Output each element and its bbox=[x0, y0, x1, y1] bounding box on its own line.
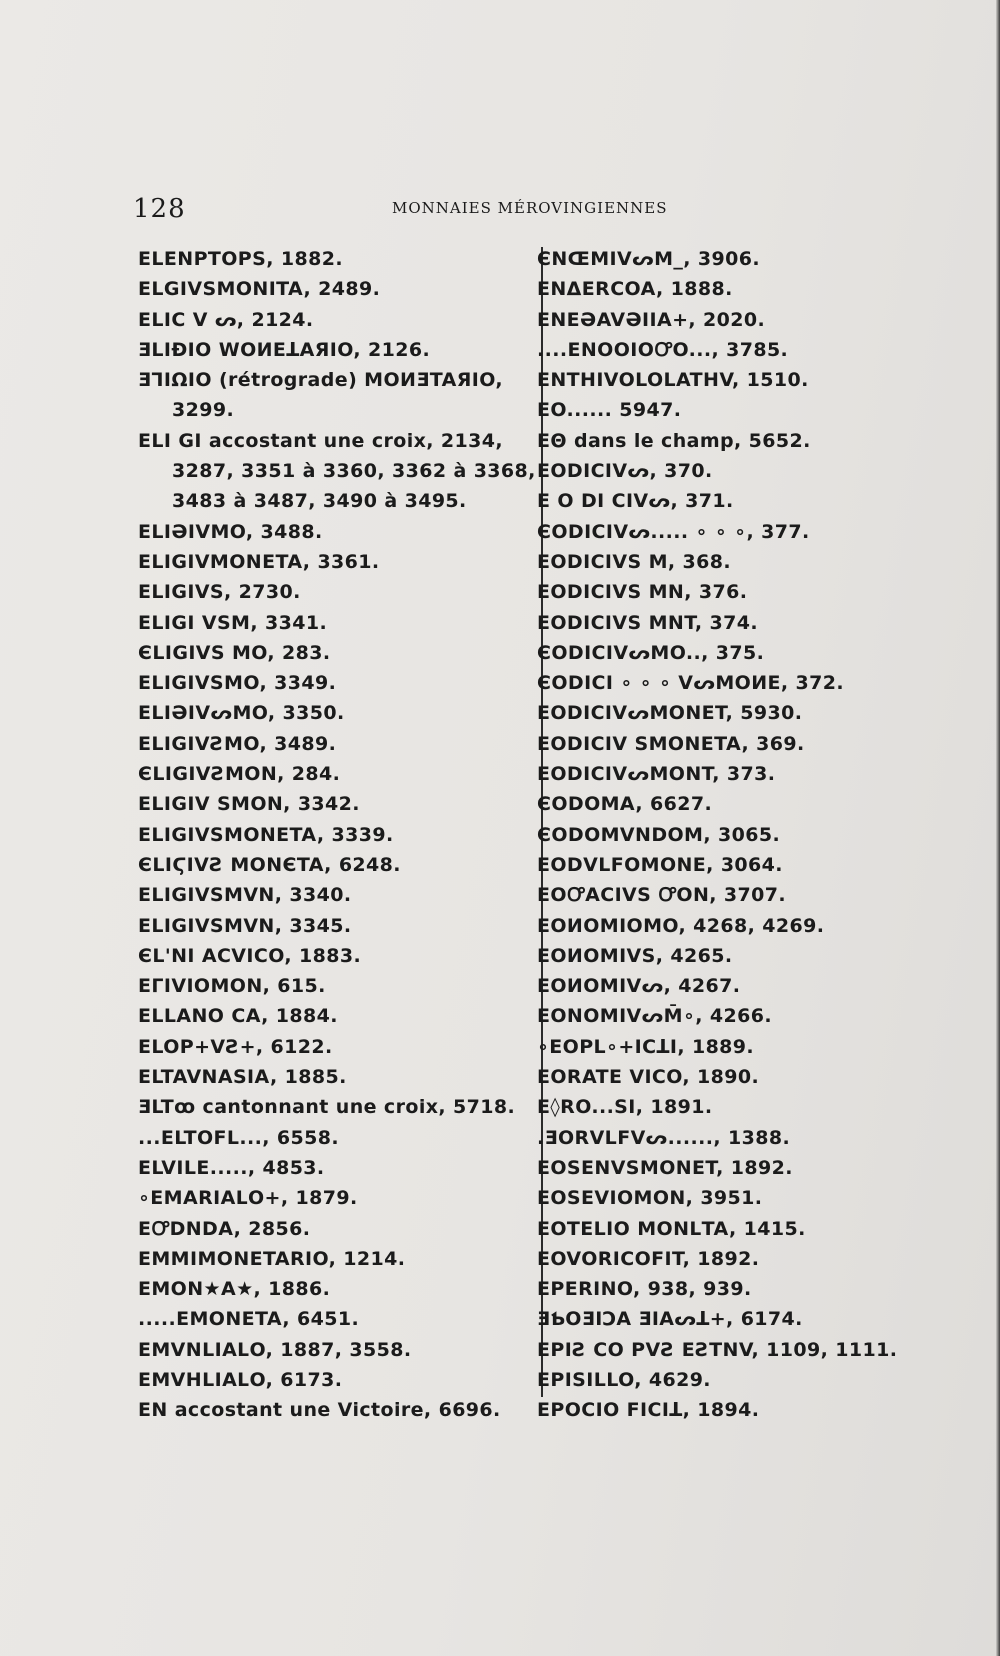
index-entry: EODICIVS MNT, 374. bbox=[537, 611, 758, 634]
index-entry: ENTHIVOLOLATHV, 1510. bbox=[537, 369, 809, 392]
index-entry: ELIƏIVᔕMO, 3350. bbox=[138, 702, 345, 725]
index-entry: EOИOMIVᔕ, 4267. bbox=[537, 975, 741, 998]
index-entry: ELIGIV SMON, 3342. bbox=[138, 793, 360, 816]
index-entry: EOSEVIOMON, 3951. bbox=[537, 1187, 763, 1210]
index-entry: 3299. bbox=[172, 399, 235, 422]
index-entry: ELIGIVƧMO, 3489. bbox=[138, 732, 337, 755]
index-entry: ELVILE....., 4853. bbox=[138, 1156, 325, 1179]
index-entry: ELIGIVSMONETA, 3339. bbox=[138, 823, 394, 846]
index-entry: EPERINO, 938, 939. bbox=[537, 1278, 752, 1301]
index-entry: EONOMIVᔕM̄∘, 4266. bbox=[537, 1005, 772, 1028]
index-entry: EOꝌACIVS ꝌON, 3707. bbox=[537, 884, 787, 907]
index-entry: EΓIVIOMON, 615. bbox=[138, 975, 326, 998]
index-entry: E◊RO...SI, 1891. bbox=[537, 1096, 713, 1119]
index-entry: ELIGIVMONETA, 3361. bbox=[138, 550, 380, 573]
index-entry: ENΔERCOA, 1888. bbox=[537, 278, 733, 301]
index-column-right bbox=[537, 244, 927, 1426]
index-entry: ELGIVSMONITA, 2489. bbox=[138, 278, 381, 301]
index-entry: EOИOMIVS, 4265. bbox=[537, 944, 733, 967]
index-entry: EPOCIO FICIꓕ, 1894. bbox=[537, 1399, 760, 1422]
index-entry: EMMIMONETARIO, 1214. bbox=[138, 1247, 406, 1270]
index-entry: EO...... 5947. bbox=[537, 399, 682, 422]
index-entry: ...ELTOFL..., 6558. bbox=[138, 1126, 339, 1149]
index-entry: EORATE VICO, 1890. bbox=[537, 1066, 760, 1089]
index-entry: EODICIVS MN, 376. bbox=[537, 581, 748, 604]
index-entry: ƎƄOƎIϽA ƎIAᔕꓕ+, 6174. bbox=[537, 1308, 803, 1331]
index-entry: ELIGI VSM, 3341. bbox=[138, 611, 328, 634]
index-entry: ЄLIGIVƧMON, 284. bbox=[138, 763, 341, 786]
index-entry: ∘EOPL∘+ICꓕI, 1889. bbox=[537, 1035, 755, 1058]
index-entry: ELIGIVSMVN, 3340. bbox=[138, 884, 352, 907]
index-entry: ELOP+VƧ+, 6122. bbox=[138, 1035, 333, 1058]
page-edge-shadow bbox=[996, 0, 1000, 1656]
index-entry: ƎLIÐIO WOИEꓕAЯIO, 2126. bbox=[138, 338, 431, 361]
index-entry: EPISILLO, 4629. bbox=[537, 1368, 711, 1391]
index-entry: ELIGIVSMVN, 3345. bbox=[138, 914, 352, 937]
index-entry: E O DI CIVᔕ, 371. bbox=[537, 490, 734, 513]
index-entry: ELIGIVSMO, 3349. bbox=[138, 672, 337, 695]
index-entry: EMON★A★, 1886. bbox=[138, 1278, 331, 1301]
index-entry: EꝌDNDA, 2856. bbox=[138, 1217, 311, 1240]
index-entry: 3287, 3351 à 3360, 3362 à 3368, bbox=[172, 460, 536, 483]
index-entry: EODICIV SMONETA, 369. bbox=[537, 732, 805, 755]
index-entry: ЄLIϚIVƧ MONЄTA, 6248. bbox=[138, 853, 401, 876]
index-entry: ....ENOOIOꝌO..., 3785. bbox=[537, 338, 789, 361]
index-entry: EΘ dans le champ, 5652. bbox=[537, 429, 811, 452]
index-entry: EODICIVS M, 368. bbox=[537, 550, 732, 573]
index-entry: .ƎORVLFVᔕ......, 1388. bbox=[537, 1126, 791, 1149]
index-entry: ELIC V ᔕ, 2124. bbox=[138, 308, 314, 331]
index-entry: ∘EMARIAᒪO+, 1879. bbox=[138, 1187, 358, 1210]
index-entry: EPIƧ CO PVƧ EƧTNV, 1109, 1111. bbox=[537, 1338, 898, 1361]
index-entry: ENEƏAVƏIIA+, 2020. bbox=[537, 308, 766, 331]
index-entry: ЄLIGIVS MO, 283. bbox=[138, 641, 331, 664]
index-entry: ЄODICI ∘ ∘ ∘ VᔕMOИE, 372. bbox=[537, 672, 845, 695]
index-entry: ELENPTOPS, 1882. bbox=[138, 248, 343, 270]
index-entry: ЄODOMVNDOM, 3065. bbox=[537, 823, 781, 846]
index-entry: ELTAVNASIA, 1885. bbox=[138, 1066, 347, 1089]
index-entry: EOVORICOFIT, 1892. bbox=[537, 1247, 760, 1270]
running-head: MONNAIES MÉROVINGIENNES bbox=[392, 199, 668, 217]
index-entry: ƎꞀIΩIO (rétrograde) MOИƎTAЯIO, bbox=[138, 369, 503, 392]
index-entry: ЄODOMA, 6627. bbox=[537, 793, 713, 816]
index-entry: EOИOMIOMO, 4268, 4269. bbox=[537, 914, 825, 937]
index-entry: EOSENVSMONET, 1892. bbox=[537, 1156, 793, 1179]
index-entry: 3483 à 3487, 3490 à 3495. bbox=[172, 490, 467, 513]
index-entry: EODICIVᔕMONET, 5930. bbox=[537, 702, 803, 725]
index-entry: EODVLFOMONE, 3064. bbox=[537, 853, 783, 876]
index-column-left bbox=[138, 244, 536, 1426]
index-entry: ELLANO CA, 1884. bbox=[138, 1005, 338, 1028]
index-entry: ЄL'NI ACVICO, 1883. bbox=[138, 944, 362, 967]
index-entry: EN accostant une Victoire, 6696. bbox=[138, 1399, 501, 1422]
index-entry: ELIƏIVMO, 3488. bbox=[138, 520, 323, 543]
index-entry: ЄODICIVᔕ..... ∘ ∘ ∘, 377. bbox=[537, 520, 810, 543]
index-entry: ELIGIVS, 2730. bbox=[138, 581, 301, 604]
index-entry: ELI GI accostant une croix, 2134, bbox=[138, 429, 504, 452]
index-entry: EODICIVᔕ, 370. bbox=[537, 460, 713, 483]
page-number: 128 bbox=[133, 194, 186, 224]
index-entry: EODICIVᔕMONT, 373. bbox=[537, 763, 776, 786]
index-entry: .....EMONETA, 6451. bbox=[138, 1308, 360, 1331]
index-entry: EMVNLIAᒪO, 1887, 3558. bbox=[138, 1338, 412, 1361]
index-entry: EMVHLIAᒪO, 6173. bbox=[138, 1368, 343, 1391]
index-entry: EOTELIO MONᒪTA, 1415. bbox=[537, 1217, 806, 1240]
index-entry: ЄNŒMIVᔕM_, 3906. bbox=[537, 248, 761, 270]
index-entry: ƎLTꝏ cantonnant une croix, 5718. bbox=[138, 1096, 516, 1119]
index-entry: ЄODICIVᔕMO.., 375. bbox=[537, 641, 765, 664]
